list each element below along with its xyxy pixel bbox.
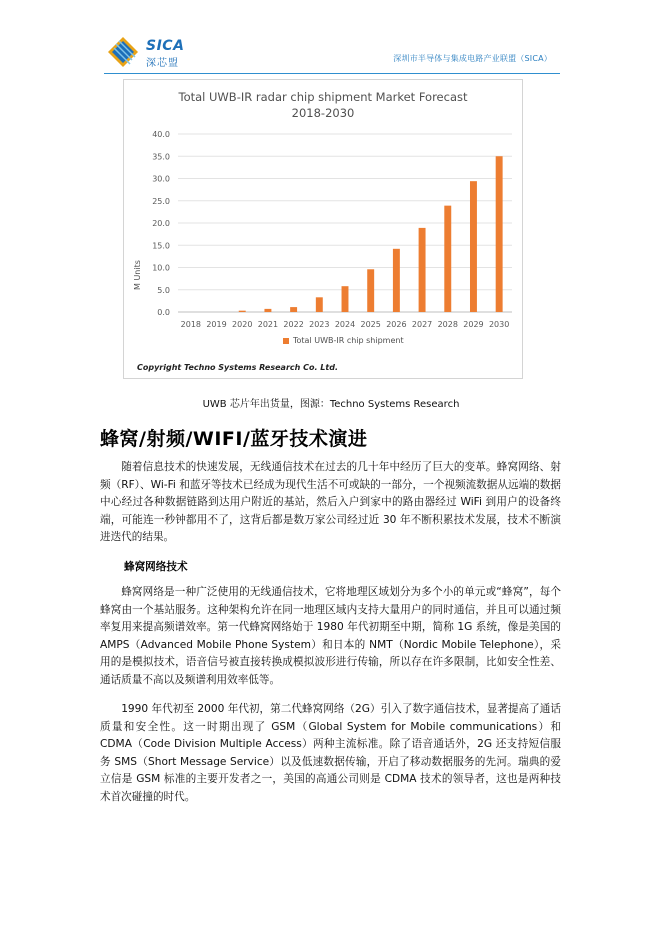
y-axis-label: M Units: [133, 260, 142, 290]
x-tick-label: 2018: [180, 320, 202, 329]
x-tick-label: 2026: [386, 320, 407, 329]
y-tick-label: 0.0: [157, 308, 170, 317]
bar: [316, 297, 323, 312]
x-tick-label: 2022: [283, 320, 304, 329]
chart-subtitle: 2018-2030: [291, 106, 355, 120]
intro-paragraph: 随着信息技术的快速发展，无线通信技术在过去的几十年中经历了巨大的变革。蜂窝网络、射频（RF）、Wi-Fi 和蓝牙等技术已经成为现代生活不可或缺的一部分，一个视频流数据从远端的数据中心经过各种数据链路到达用户附近的基站，然后入户到家中的路由器经过 WiFi 到用户的设备终端，可能连一秒钟都用不了，这背后都是数万家公司经过近 30 年不断积累技术发展，技术不断演进迭代的结果。: [100, 461, 561, 544]
y-tick-label: 20.0: [152, 219, 170, 228]
chart-plot: [124, 80, 522, 378]
x-tick-label: 2021: [257, 320, 279, 329]
figure-caption: UWB 芯片年出货量，图源：Techno Systems Research: [202, 399, 460, 410]
page-header: [0, 0, 662, 82]
cellular-1g-paragraph: 蜂窝网络是一种广泛使用的无线通信技术，它将地理区域划分为多个小的单元或“蜂窝”，每个蜂窝由一个基站服务。这种架构允许在同一地理区域内支持大量用户的同时通信，并且可以通过频率复用来提高频谱效率。第一代蜂窝网络始于 1980 年代初期至中期，简称 1G 系统，像是美国的 AMPS（Advanced Mobile Phone System）和日本的 NMT（Nordic Mobile Telephone），采用的是模拟技术，语音信号被直接转换成模拟波形进行传输，所以存在许多限制，比如安全性差、通话质量不高以及频谱利用效率低等。: [100, 586, 561, 686]
cellular-2g-paragraph: 1990 年代初至 2000 年代初，第二代蜂窝网络（2G）引入了数字通信技术，显著提高了通话质量和安全性。这一时期出现了 GSM（Global System for Mobile communications）和 CDMA（Code Division Multiple Access）两种主流标准。除了语音通话外，2G 还支持短信服务 SMS（Short Message Service）以及低速数据传输，开启了移动数据服务的先河。瑞典的爱立信是 GSM 标准的主要开发者之一，美国的高通公司则是 CDMA 技术的领导者，这也是两种技术首次碰撞的时代。: [100, 703, 561, 803]
sica-logo-icon: [106, 36, 140, 68]
x-tick-label: 2023: [309, 320, 330, 329]
x-tick-label: 2024: [334, 320, 356, 329]
chart-legend: [283, 336, 404, 345]
legend-label: Total UWB-IR chip shipment: [293, 336, 404, 345]
header-divider: [104, 73, 560, 74]
section-title: 蜂窝/射频/WIFI/蓝牙技术演进: [100, 428, 368, 450]
bar: [239, 311, 246, 312]
shipment-chart: [123, 79, 523, 379]
x-tick-label: 2030: [488, 320, 510, 329]
x-tick-label: 2025: [360, 320, 381, 329]
bar: [264, 309, 271, 312]
y-tick-label: 15.0: [152, 241, 170, 251]
bar: [496, 156, 503, 312]
bar: [470, 181, 477, 312]
y-tick-label: 30.0: [152, 174, 170, 184]
legend-swatch: [283, 338, 289, 344]
y-tick-label: 10.0: [152, 263, 170, 273]
bar: [393, 249, 400, 312]
bar: [419, 228, 426, 312]
cellular-subtitle: 蜂窝网络技术: [124, 561, 188, 573]
y-tick-label: 25.0: [152, 196, 170, 206]
y-tick-label: 5.0: [157, 285, 170, 295]
bar: [342, 286, 349, 312]
x-tick-label: 2020: [232, 320, 253, 329]
y-tick-label: 40.0: [152, 130, 170, 139]
bar: [290, 307, 297, 312]
org-name: 深圳市半导体与集成电路产业联盟（SICA）: [393, 54, 552, 63]
bar: [444, 206, 451, 312]
chart-copyright: Copyright Techno Systems Research Co. Ltd.: [137, 363, 338, 372]
logo-cn-text: 深芯盟: [146, 58, 179, 69]
logo-text: SICA: [146, 38, 185, 54]
x-tick-label: 2028: [437, 320, 458, 329]
x-tick-label: 2019: [206, 320, 227, 329]
sica-logo: [106, 36, 186, 68]
chart-title: Total UWB-IR radar chip shipment Market Forecast: [178, 90, 468, 104]
x-tick-label: 2027: [411, 320, 433, 329]
x-tick-label: 2029: [463, 320, 484, 329]
y-tick-label: 35.0: [152, 152, 170, 162]
bar: [367, 269, 374, 312]
